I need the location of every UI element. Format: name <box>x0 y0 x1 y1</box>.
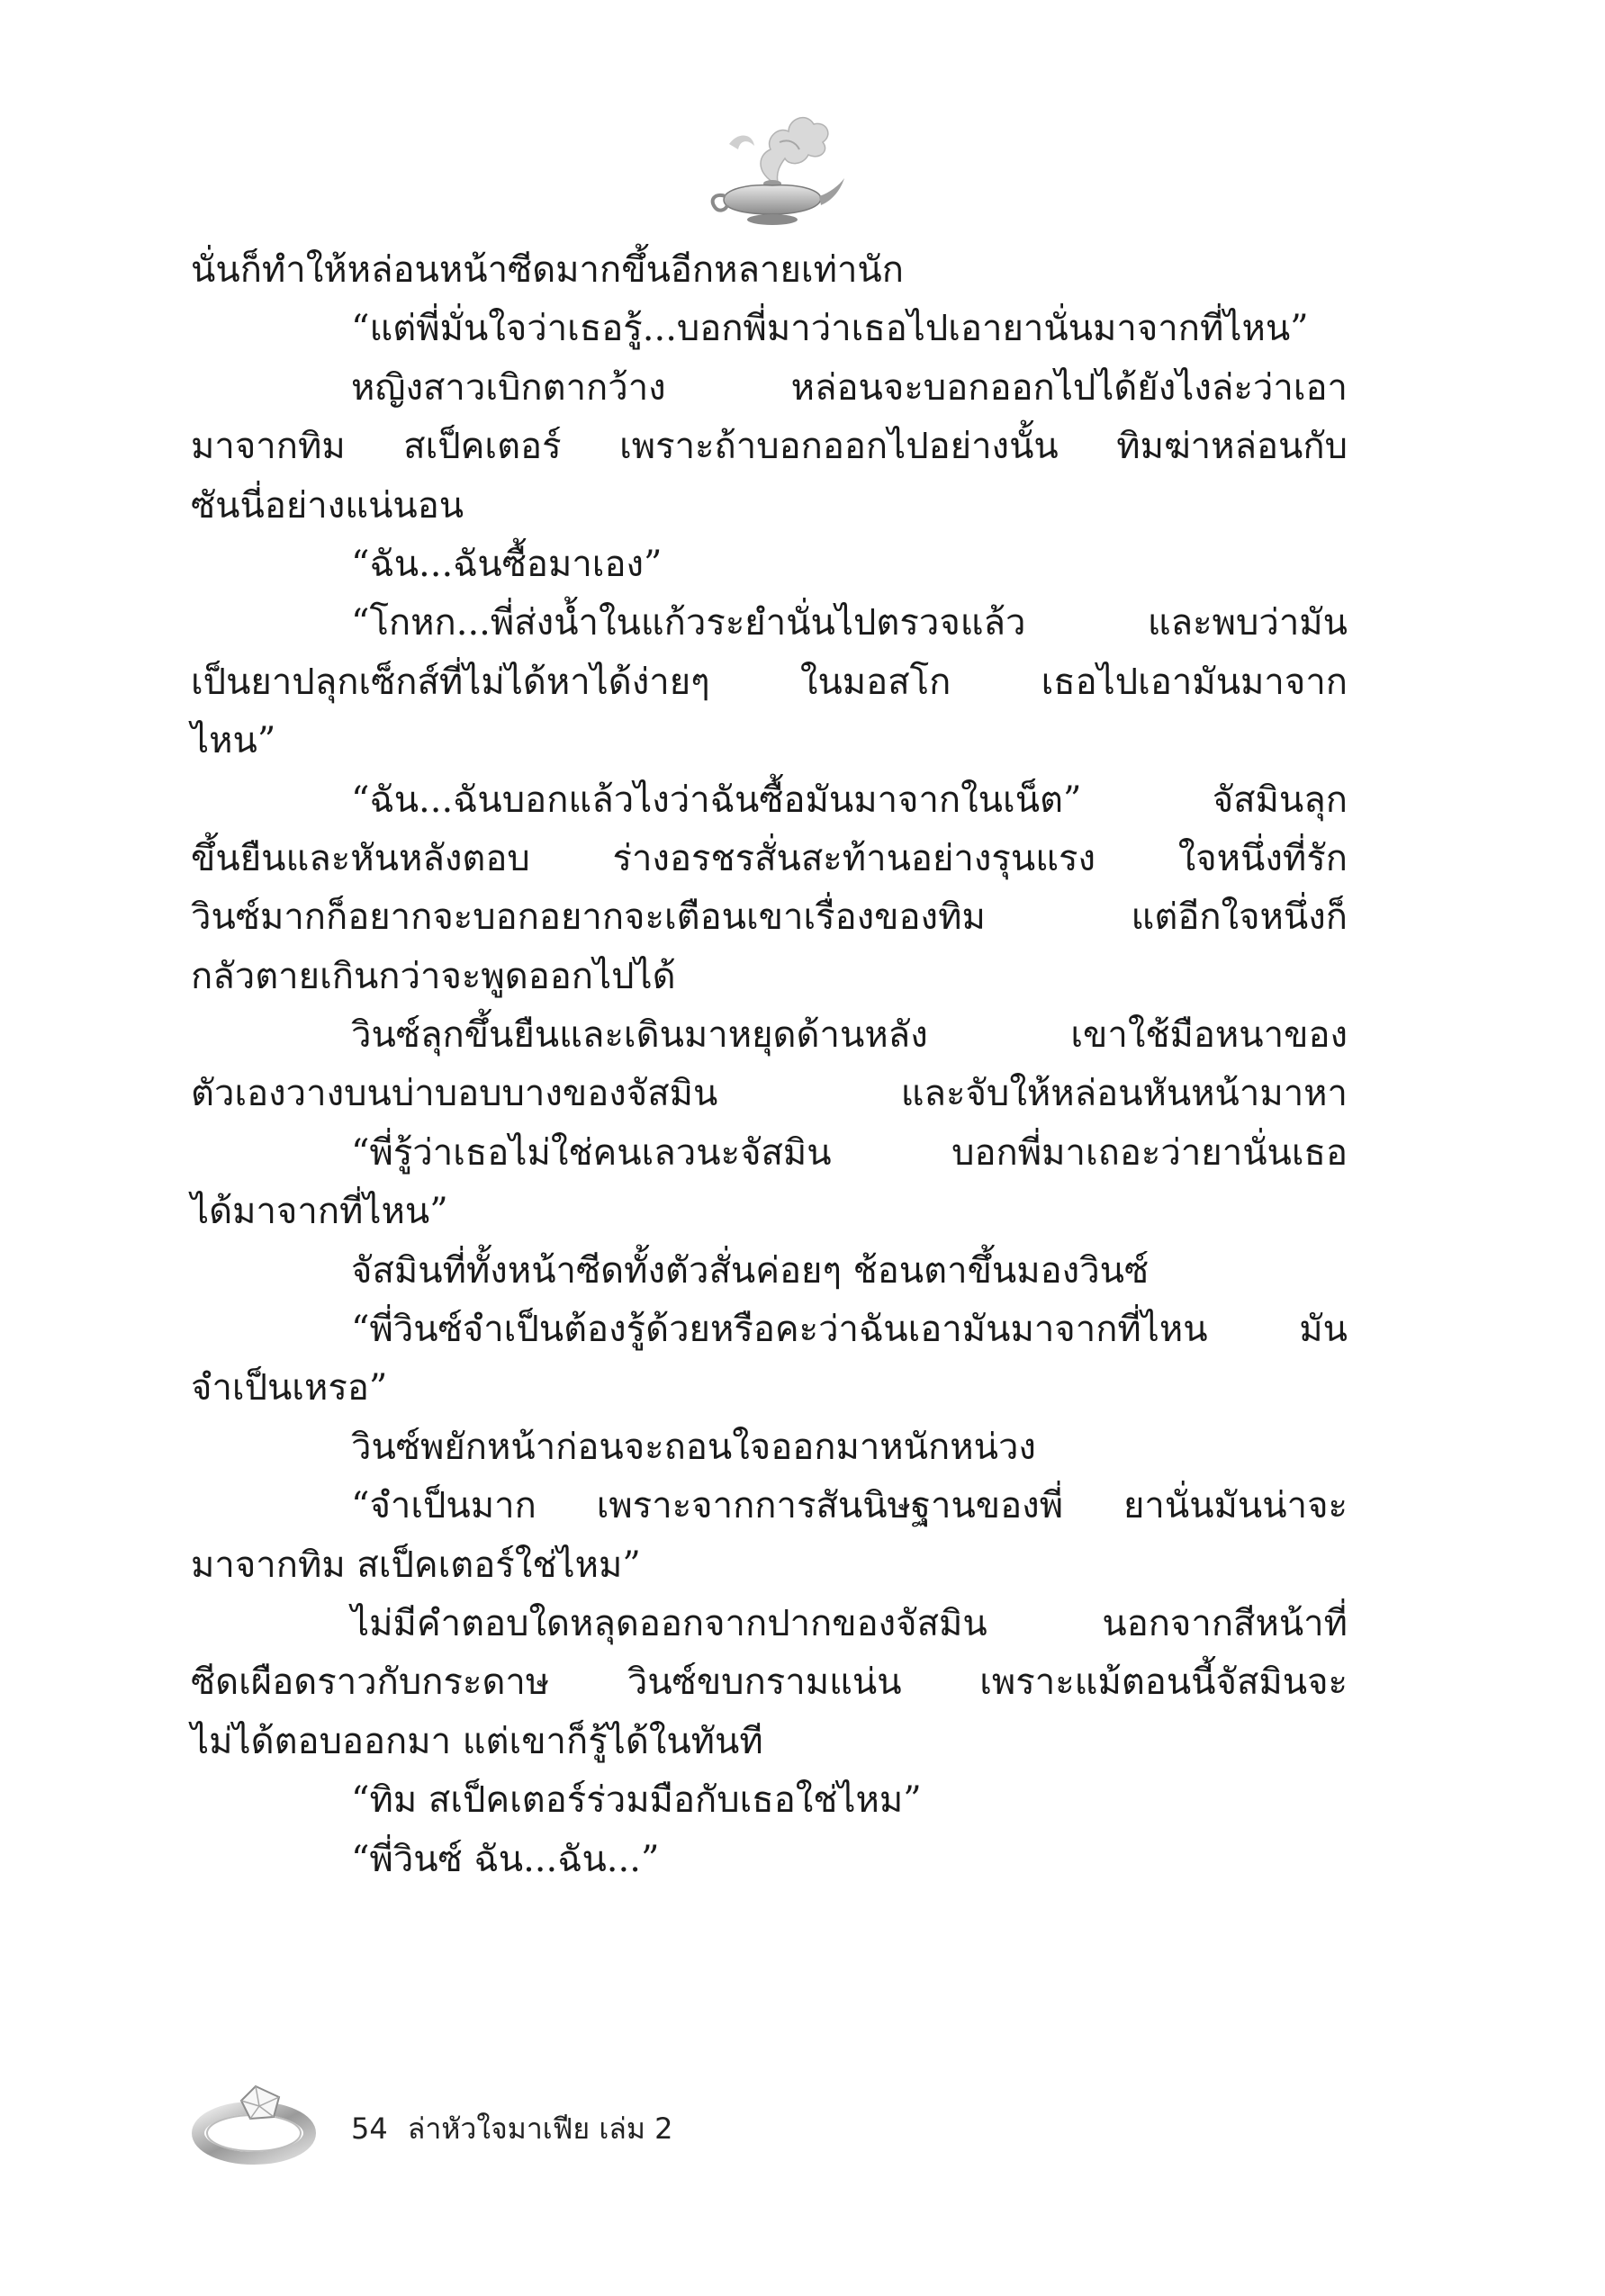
text-line: นั่นก็ทำให้หล่อนหน้าซีดมากขึ้นอีกหลายเท่านัก <box>191 249 904 291</box>
text-line: “พี่วินซ์ ฉัน...ฉัน...” <box>351 1838 660 1880</box>
text-line: ซีดเผือดราวกับกระดาษ วินซ์ขบกรามแน่น เพราะแม้ตอนนี้จัสมินจะ <box>191 1661 1348 1704</box>
text-line: ไม่มีคำตอบใดหลุดออกจากปากของจัสมิน นอกจากสีหน้าที่ <box>351 1602 1348 1644</box>
text-line: มาจากทิม สเป็คเตอร์ใช่ไหม” <box>191 1544 641 1586</box>
text-line: “พี่รู้ว่าเธอไม่ใช่คนเลวนะจัสมิน บอกพี่มาเถอะว่ายานั่นเธอ <box>351 1131 1348 1174</box>
text-line: “ฉัน...ฉันบอกแล้วไงว่าฉันซื้อมันมาจากในเน็ต” จัสมินลุก <box>351 779 1348 821</box>
text-line: กลัวตายเกินกว่าจะพูดออกไปได้ <box>191 955 676 997</box>
text-line: ซันนี่อย่างแน่นอน <box>191 484 464 527</box>
body-text <box>191 241 1348 1889</box>
text-line: “ฉัน...ฉันซื้อมาเอง” <box>351 543 663 585</box>
text-line: “แต่พี่มั่นใจว่าเธอรู้...บอกพี่มาว่าเธอไปเอายานั่นมาจากที่ไหน” <box>351 308 1309 350</box>
genie-lamp-icon <box>702 99 846 234</box>
text-line: มาจากทิม สเป็คเตอร์ เพราะถ้าบอกออกไปอย่างนั้น ทิมฆ่าหล่อนกับ <box>191 426 1348 468</box>
diamond-ring-icon <box>191 2070 326 2169</box>
running-title: ล่าหัวใจมาเฟีย เล่ม 2 <box>407 2111 673 2146</box>
text-line: จำเป็นเหรอ” <box>191 1367 388 1409</box>
text-line: วินซ์มากก็อยากจะบอกอยากจะเตือนเขาเรื่องของทิม แต่อีกใจหนึ่งก็ <box>191 896 1348 939</box>
page-footer <box>191 2070 1001 2178</box>
text-line: “พี่วินซ์จำเป็นต้องรู้ด้วยหรือคะว่าฉันเอามันมาจากที่ไหน มัน <box>351 1309 1348 1351</box>
text-line: ได้มาจากที่ไหน” <box>191 1191 448 1233</box>
text-line: “ทิม สเป็คเตอร์ร่วมมือกับเธอใช่ไหม” <box>351 1779 922 1822</box>
text-line: ขึ้นยืนและหันหลังตอบ ร่างอรชรสั่นสะท้านอย่างรุนแรง ใจหนึ่งที่รัก <box>191 837 1348 879</box>
text-line: “โกหก...พี่ส่งน้ำในแก้วระยำนั่นไปตรวจแล้ว และพบว่ามัน <box>351 602 1348 644</box>
text-line: วินซ์ลุกขึ้นยืนและเดินมาหยุดด้านหลัง เขาใช้มือหนาของ <box>351 1014 1348 1057</box>
text-line: ตัวเองวางบนบ่าบอบบางของจัสมิน และจับให้หล่อนหันหน้ามาหา <box>191 1073 1348 1115</box>
page-number: 54 <box>351 2111 388 2146</box>
text-line: วินซ์พยักหน้าก่อนจะถอนใจออกมาหนักหน่วง <box>351 1426 1036 1468</box>
text-line: เป็นยาปลุกเซ็กส์ที่ไม่ได้หาได้ง่ายๆ ในมอสโก เธอไปเอามันมาจาก <box>191 661 1348 703</box>
text-line: ไหน” <box>191 720 276 762</box>
text-line: ไม่ได้ตอบออกมา แต่เขาก็รู้ได้ในทันที <box>191 1720 763 1762</box>
page-folio <box>351 2106 672 2152</box>
text-line: หญิงสาวเบิกตากว้าง หล่อนจะบอกออกไปได้ยังไงล่ะว่าเอา <box>351 366 1348 409</box>
text-line: จัสมินที่ทั้งหน้าซีดทั้งตัวสั่นค่อยๆ ช้อนตาขึ้นมองวินซ์ <box>351 1249 1150 1292</box>
text-line: “จำเป็นมาก เพราะจากการสันนิษฐานของพี่ ยานั่นมันน่าจะ <box>351 1485 1348 1527</box>
